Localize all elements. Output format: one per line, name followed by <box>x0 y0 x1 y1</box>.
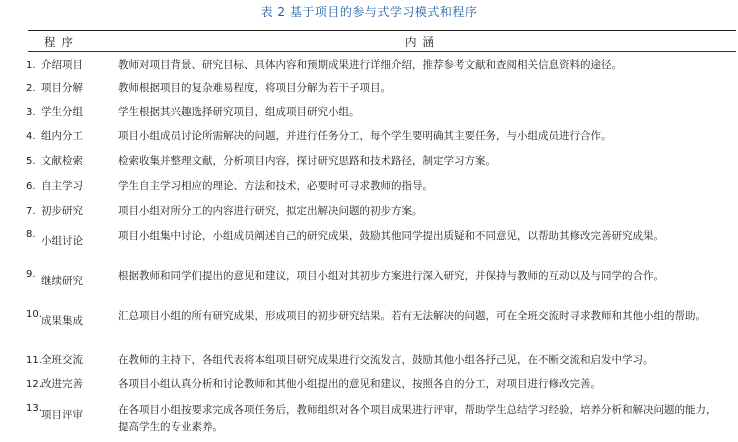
row-content: 教师对项目背景、研究目标、具体内容和预期成果进行详细介绍，推荐参考文献和查阅相关信息资料的途径。 <box>118 59 622 71</box>
row-number: 13. <box>26 403 42 414</box>
row-content: 在教师的主持下，各组代表将本组项目研究成果进行交流发言，鼓励其他小组各抒己见，在不断交流和启发中学习。 <box>118 354 654 366</box>
row-number: 10. <box>26 309 42 320</box>
row-step: 项目评审 <box>41 409 83 421</box>
header-step: 程序 <box>44 35 79 49</box>
row-number: 9. <box>26 269 36 280</box>
row-step: 改进完善 <box>41 378 83 390</box>
row-step: 组内分工 <box>41 130 83 142</box>
row-content: 项目小组对所分工的内容进行研究，拟定出解决问题的初步方案。 <box>118 205 423 217</box>
row-number: 3. <box>26 107 36 118</box>
top-rule <box>28 30 736 31</box>
row-step: 小组讨论 <box>41 235 83 247</box>
row-number: 1. <box>26 60 36 71</box>
row-step: 自主学习 <box>41 180 83 192</box>
row-step: 介绍项目 <box>41 59 83 71</box>
row-content: 根据教师和同学们提出的意见和建议，项目小组对其初步方案进行深入研究，并保持与教师的互动以及与同学的合作。 <box>118 270 664 282</box>
row-content: 学生根据其兴趣选择研究项目，组成项目研究小组。 <box>118 106 360 118</box>
row-step: 继续研究 <box>41 275 83 287</box>
row-number: 6. <box>26 181 36 192</box>
row-step: 初步研究 <box>41 205 83 217</box>
row-number: 5. <box>26 156 36 167</box>
header-content: 内涵 <box>405 35 440 49</box>
row-step: 成果集成 <box>41 315 83 327</box>
row-content: 项目小组成员讨论所需解决的问题，并进行任务分工，每个学生要明确其主要任务，与小组成员进行合作。 <box>118 130 612 142</box>
row-content: 学生自主学习相应的理论、方法和技术，必要时可寻求教师的指导。 <box>118 180 433 192</box>
header-rule <box>28 51 736 52</box>
row-content: 各项目小组认真分析和讨论教师和其他小组提出的意见和建议，按照各自的分工，对项目进行修改完善。 <box>118 378 601 390</box>
row-step: 项目分解 <box>41 82 83 94</box>
table-caption: 表 2 基于项目的参与式学习模式和程序 <box>260 5 478 19</box>
row-step: 学生分组 <box>41 106 83 118</box>
row-number: 12. <box>26 379 42 390</box>
row-content: 在各项目小组按要求完成各项任务后，教师组织对各个项目成果进行评审，帮助学生总结学习经验，培养分析和解决问题的能力，提高学生的专业素养。 <box>118 404 717 433</box>
row-content: 汇总项目小组的所有研究成果，形成项目的初步研究结果。若有无法解决的问题，可在全班交流时寻求教师和其他小组的帮助。 <box>118 310 706 322</box>
row-number: 7. <box>26 206 36 217</box>
row-number: 2. <box>26 83 36 94</box>
row-step: 文献检索 <box>41 155 83 167</box>
row-step: 全班交流 <box>41 354 83 366</box>
row-content: 项目小组集中讨论，小组成员阐述自己的研究成果，鼓励其他同学提出质疑和不同意见，以帮助其修改完善研究成果。 <box>118 230 664 242</box>
row-number: 11. <box>26 355 42 366</box>
row-content: 教师根据项目的复杂难易程度，将项目分解为若干子项目。 <box>118 82 391 94</box>
row-number: 4. <box>26 131 36 142</box>
row-number: 8. <box>26 229 36 240</box>
row-content: 检索收集并整理文献，分析项目内容，探讨研究思路和技术路径，制定学习方案。 <box>118 155 496 167</box>
